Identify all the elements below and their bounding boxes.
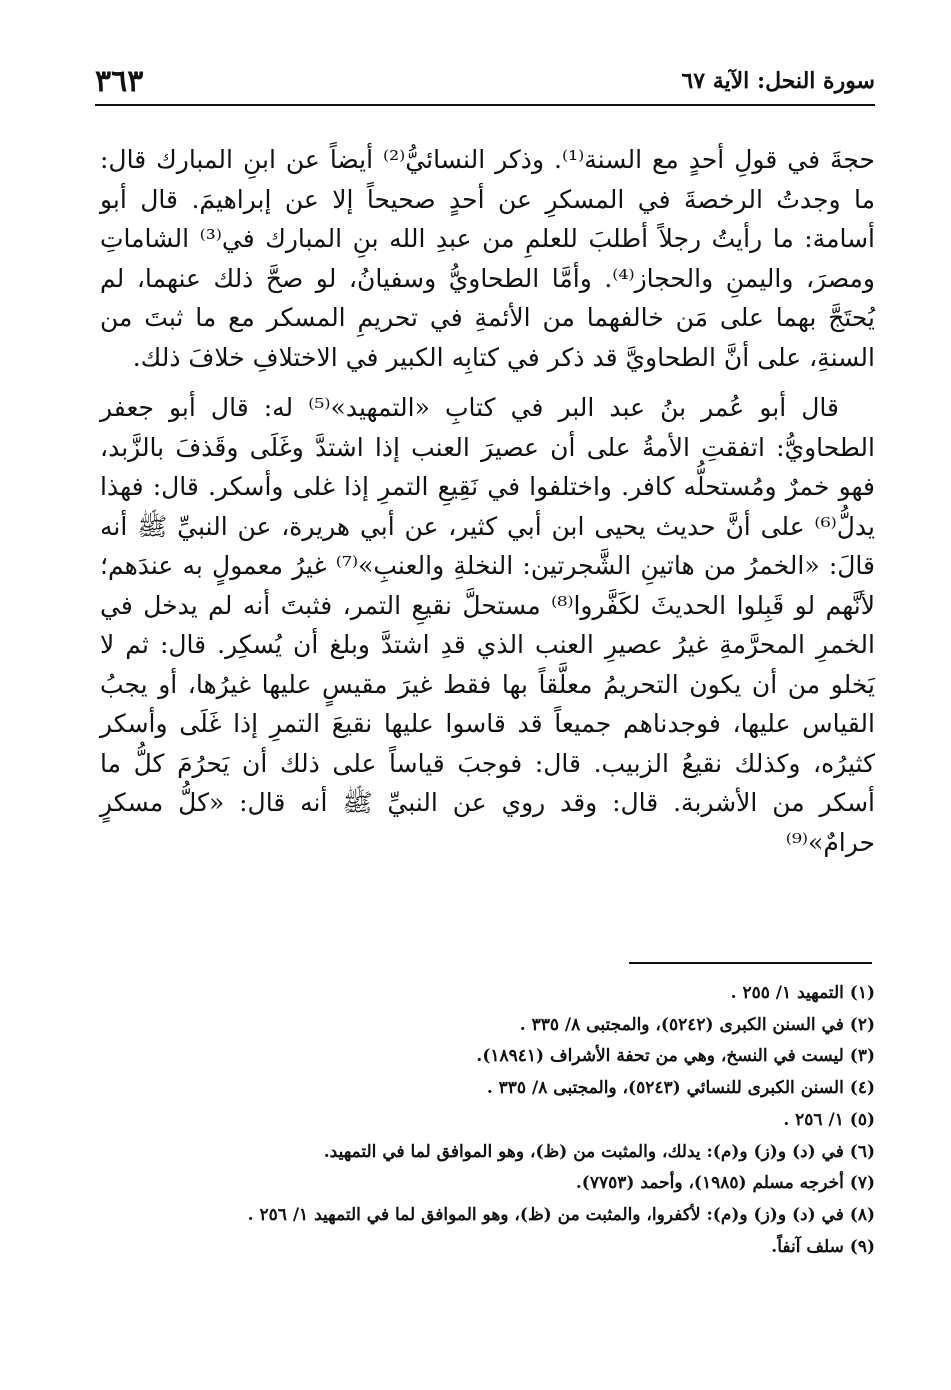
- footnote: (٣) ليست في النسخ، وهي من تحفة الأشراف (١٨٩٤١).: [476, 1046, 875, 1067]
- footnote: (١) التمهيد ١/ ٢٥٥ .: [730, 983, 875, 1003]
- main-text: [100, 140, 875, 862]
- footnote: (٢) في السنن الكبرى (٥٢٤٢)، والمجتبى ٨/ ٣٣٥ .: [519, 1014, 875, 1035]
- page-number: ٣٦٣: [95, 64, 144, 99]
- footnote-separator: [629, 962, 872, 964]
- footnote: (٧) أخرجه مسلم (١٩٨٥)، وأحمد (٧٧٥٣).: [575, 1173, 875, 1194]
- header-rule: [95, 104, 875, 106]
- footnote: (٨) في (د) و(ز) و(م): لأكفروا، والمثبت من (ظ)، وهو الموافق لما في التمهيد ١/ ٢٥٦ .: [247, 1204, 875, 1225]
- page-header: [95, 62, 875, 102]
- paragraph: حجةَ في قولِ أحدٍ مع السنة⁽¹⁾. وذكر النسائيُّ⁽²⁾ أيضاً عن ابنِ المبارك قال: ما وجدتُ الرخصةَ في المسكرِ عن أحدٍ صحيحاً إلا عن إبراهيمَ. قال أبو أسامة: ما رأيتُ رجلاً أطلبَ للعلمِ من عبدِ الله بنِ المبارك في⁽³⁾ الشاماتِ ومصرَ، واليمنِ والحجاز⁽⁴⁾. وأمَّا الطحاويُّ وسفيانُ، لو صحَّ ذلك عنهما، لم يُحتَجَّ بهما على مَن خالفهما من الأئمةِ في تحريمِ المسكر مع ما ثبتَ من السنةِ، على أنَّ الطحاويَّ قد ذكر في كتابِه الكبير في الاختلافِ خلافَ ذلك.: [100, 145, 876, 372]
- running-title: سورة النحل: الآية ٦٧: [681, 68, 875, 94]
- footnote: (٤) السنن الكبرى للنسائي (٥٢٤٣)، والمجتبى ٨/ ٣٣٥ .: [486, 1078, 875, 1099]
- footnote: (٦) في (د) و(ز) و(م): يدلك، والمثبت من (ظ)، وهو الموافق لما في التمهيد.: [323, 1141, 875, 1162]
- footnotes: [100, 978, 875, 1263]
- footnote: (٩) سلف آنفاً.: [771, 1236, 875, 1257]
- paragraph: قال أبو عُمر بنُ عبد البر في كتابِ «التمهيد»⁽⁵⁾ له: قال أبو جعفر الطحاويُّ: اتفقتِ الأمةُ على أن عصيرَ العنب إذا اشتدَّ وغَلَى وقَذفَ بالزَّبد، فهو خمرٌ ومُستحلُّه كافر. واختلفوا في نَقِيعِ التمرِ إذا غلى وأسكر. قال: فهذا يدلُّ⁽⁶⁾ على أنَّ حديث يحيى ابن أبي كثير، عن أبي هريرة، عن النبيِّ ﷺ أنه قالَ: «الخمرُ من هاتينِ الشَّجرتين: النخلةِ والعنبِ»⁽⁷⁾ غيرُ معمولٍ به عندَهم؛ لأنَّهم لو قَبِلوا الحديثَ لكَفَّروا⁽⁸⁾ مستحلَّ نقيعِ التمر، فثبتَ أنه لم يدخل في الخمرِ المحرَّمةِ غيرُ عصيرِ العنب الذي قدِ اشتدَّ وبلغ أن يُسكِر. قال: ثم لا يَخلو من أن يكون التحريمُ معلَّقاً بها فقط غيرَ مقيسٍ عليها غيرُها، أو يجبُ القياس عليها، فوجدناهم جميعاً قد قاسوا عليها نقيعَ التمرِ إذا غَلَى وأسكر كثيرُه، وكذلك نقيعُ الزبيب. قال: فوجبَ قياساً على ذلك أن يَحرُمَ كلُّ ما أسكر من الأشربة. قال: وقد روي عن النبيِّ ﷺ أنه قال: «كلُّ مسكرٍ حرامٌ»⁽⁹⁾: [100, 393, 875, 857]
- footnote: (٥) ١/ ٢٥٦ .: [783, 1109, 875, 1130]
